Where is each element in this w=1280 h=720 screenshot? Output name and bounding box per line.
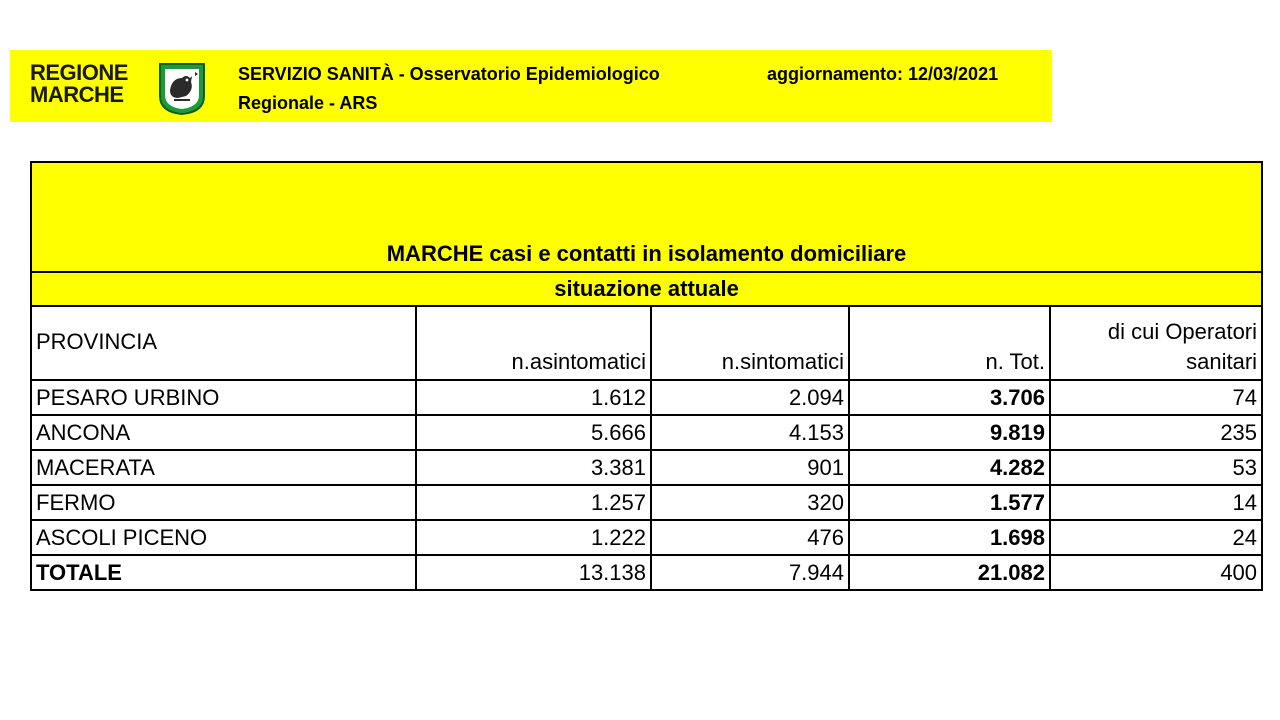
cell-tot: 9.819: [849, 415, 1050, 450]
table-subtitle-row: [31, 272, 1262, 306]
logo-wordmark: [30, 62, 128, 106]
cell-provincia: ASCOLI PICENO: [31, 520, 416, 555]
cell-provincia: PESARO URBINO: [31, 380, 416, 415]
table-title: MARCHE casi e contatti in isolamento domiciliare: [31, 162, 1262, 272]
header-provincia: PROVINCIA: [31, 306, 416, 380]
cell-asintomatici: 1.612: [416, 380, 651, 415]
cell-asintomatici: 5.666: [416, 415, 651, 450]
header-tot: n. Tot.: [849, 306, 1050, 380]
cell-sintomatici: 901: [651, 450, 849, 485]
service-title: [238, 60, 660, 118]
total-tot: 21.082: [849, 555, 1050, 590]
cell-operatori: 235: [1050, 415, 1262, 450]
header-banner: [10, 50, 1052, 122]
cell-operatori: 53: [1050, 450, 1262, 485]
cell-asintomatici: 1.257: [416, 485, 651, 520]
table-total-row: [31, 555, 1262, 590]
table-subtitle: situazione attuale: [31, 272, 1262, 306]
table-row: [31, 520, 1262, 555]
isolation-table-wrapper: [30, 161, 1261, 591]
cell-provincia: ANCONA: [31, 415, 416, 450]
cell-tot: 4.282: [849, 450, 1050, 485]
table-row: [31, 485, 1262, 520]
cell-tot: 3.706: [849, 380, 1050, 415]
cell-tot: 1.577: [849, 485, 1050, 520]
logo-line-1: REGIONE: [30, 60, 128, 85]
cell-sintomatici: 2.094: [651, 380, 849, 415]
table-row: [31, 380, 1262, 415]
header-operatori: [1050, 306, 1262, 380]
table-title-row: [31, 162, 1262, 272]
cell-sintomatici: 4.153: [651, 415, 849, 450]
service-title-line-1: SERVIZIO SANITÀ - Osservatorio Epidemiologico: [238, 64, 660, 84]
header-operatori-line-2: sanitari: [1186, 349, 1258, 374]
total-label: TOTALE: [31, 555, 416, 590]
table-header-row: [31, 306, 1262, 380]
total-sintomatici: 7.944: [651, 555, 849, 590]
cell-provincia: MACERATA: [31, 450, 416, 485]
service-title-line-2: Regionale - ARS: [238, 93, 378, 113]
cell-sintomatici: 476: [651, 520, 849, 555]
logo-line-2: MARCHE: [30, 82, 124, 107]
total-operatori: 400: [1050, 555, 1262, 590]
header-sintomatici: n.sintomatici: [651, 306, 849, 380]
isolation-table: [30, 161, 1263, 591]
marche-emblem-icon: [156, 60, 208, 116]
header-operatori-line-1: di cui Operatori: [1107, 319, 1258, 344]
cell-operatori: 74: [1050, 380, 1262, 415]
regione-marche-logo: [30, 60, 220, 116]
total-asintomatici: 13.138: [416, 555, 651, 590]
cell-asintomatici: 3.381: [416, 450, 651, 485]
cell-tot: 1.698: [849, 520, 1050, 555]
cell-operatori: 24: [1050, 520, 1262, 555]
table-row: [31, 415, 1262, 450]
cell-asintomatici: 1.222: [416, 520, 651, 555]
cell-sintomatici: 320: [651, 485, 849, 520]
update-date: aggiornamento: 12/03/2021: [767, 64, 999, 84]
cell-operatori: 14: [1050, 485, 1262, 520]
table-row: [31, 450, 1262, 485]
cell-provincia: FERMO: [31, 485, 416, 520]
header-asintomatici: n.asintomatici: [416, 306, 651, 380]
